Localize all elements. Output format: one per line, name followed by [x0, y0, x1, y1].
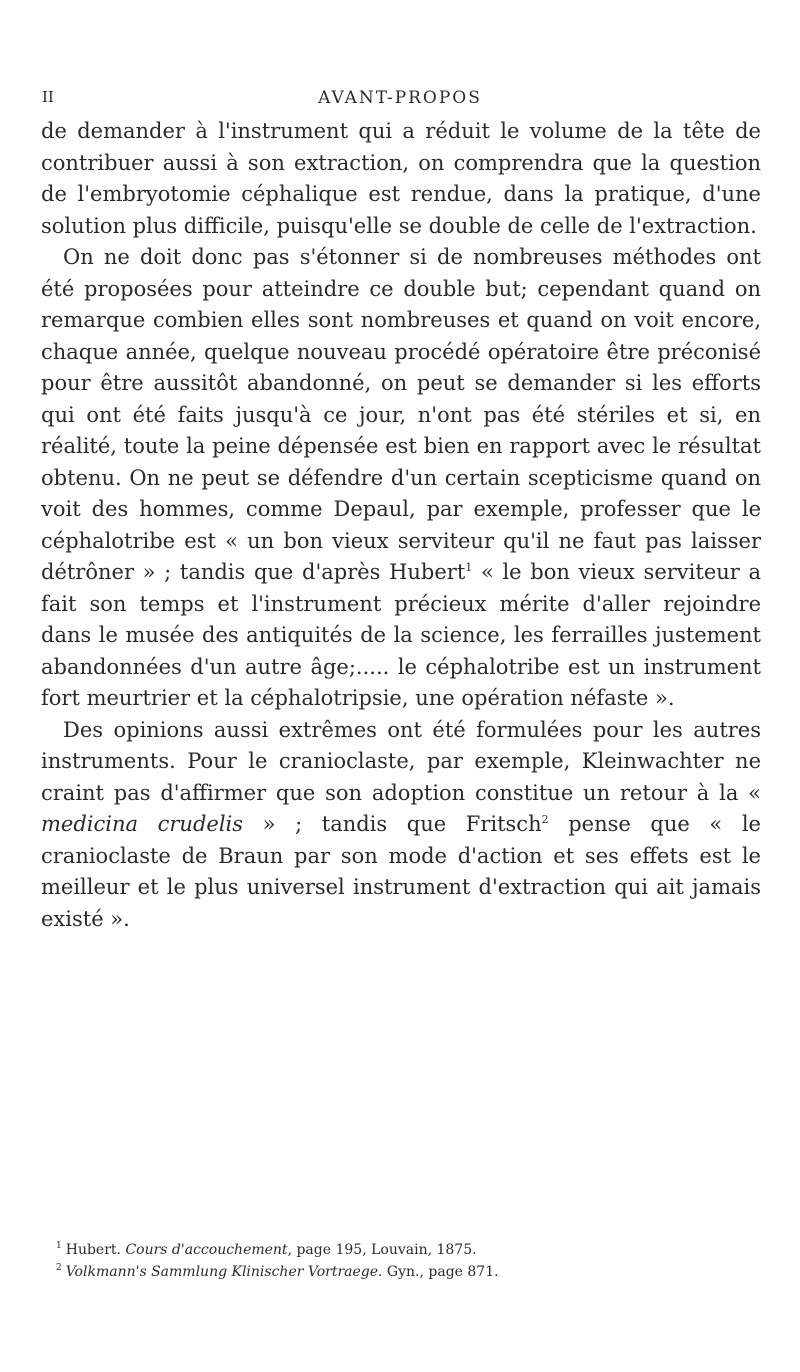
footnote-1-title: Cours d'accouchement [125, 1242, 288, 1258]
footnote-2-rest: Gyn., page 871. [382, 1264, 499, 1280]
footnotes [56, 1239, 756, 1283]
footnote-ref-2: 2 [541, 813, 549, 826]
header-title: AVANT-PROPOS [318, 88, 482, 108]
body-text [41, 116, 761, 935]
footnote-2-title: Volkmann's Sammlung Klinischer Vortraege. [65, 1264, 383, 1280]
page-number: II [42, 88, 54, 106]
paragraph-3-text-a: Des opinions aussi extrêmes ont été formulées pour les autres instruments. Pour le cranioclaste, par exemple, Kleinwachter ne craint pas d'affirmer que son adoption constitue un retour à la « [41, 717, 761, 805]
running-head [0, 88, 800, 112]
paragraph-3-text-b: » ; tandis que Fritsch [243, 812, 542, 836]
footnote-1-number: 1 [56, 1241, 62, 1252]
footnote-2-number: 2 [56, 1263, 62, 1274]
paragraph-1: de demander à l'instrument qui a réduit le volume de la tête de contribuer aussi à son extraction, on comprendra que la question de l'embryotomie céphalique est rendue, dans la pratique, d'une solution plus difficile, puisqu'elle se double de celle de l'extraction. [41, 119, 761, 238]
paragraph-3-text-c: pense que « le cranioclaste de Braun par son mode d'action et ses effets est le meilleur et le plus universel instrument d'extraction qui ait jamais existé ». [41, 812, 761, 931]
footnote-2 [56, 1261, 756, 1283]
footnote-ref-1: 1 [465, 561, 473, 574]
footnote-1 [56, 1239, 756, 1261]
paragraph-3 [41, 715, 761, 936]
paragraph-3-italic: medicina crudelis [41, 812, 244, 836]
paragraph-2 [41, 242, 761, 715]
paragraph-2-text-b: « le bon vieux serviteur a fait son temps et l'instrument précieux mérite d'aller rejoindre dans le musée des antiquités de la science, les ferrailles justement abandonnées d'un autre âge;..... le céphalotribe est un instrument fort meurtrier et la céphalotripsie, une opération néfaste ». [41, 560, 761, 710]
footnote-1-author: Hubert. [65, 1242, 126, 1258]
footnote-1-rest: , page 195, Louvain, 1875. [287, 1242, 477, 1258]
paragraph-2-text-a: On ne doit donc pas s'étonner si de nombreuses méthodes ont été proposées pour atteindre ce double but; cependant quand on remarque combien elles sont nombreuses et quand on voit encore, chaque année, quelque nouveau procédé opératoire être préconisé pour être aussitôt abandonné, on peut se demander si les efforts qui ont été faits jusqu'à ce jour, n'ont pas été stériles et si, en réalité, toute la peine dépensée est bien en rapport avec le résultat obtenu. On ne peut se défendre d'un certain scepticisme quand on voit des hommes, comme Depaul, par exemple, professer que le céphalotribe est « un bon vieux serviteur qu'il ne faut pas laisser détrôner » ; tandis que d'après Hubert [41, 245, 761, 584]
